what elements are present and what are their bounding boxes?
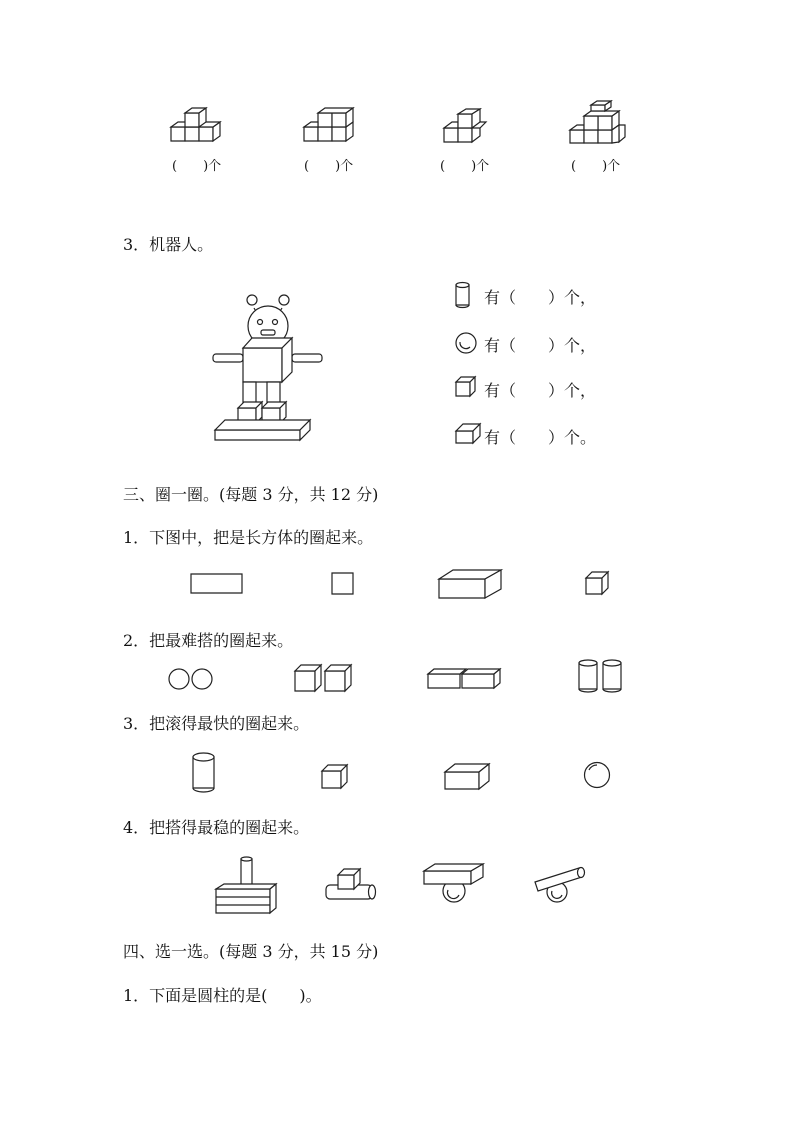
blank-1[interactable]: ( )个 — [172, 159, 222, 174]
blank-3[interactable]: ( )个 — [440, 159, 490, 174]
section3-heading: 三、圈一圈。(每题 3 分，共 12 分) — [123, 485, 379, 504]
s3-q1: 1．下图中，把是长方体的圈起来。 — [123, 528, 374, 547]
s3q4-option-b[interactable] — [323, 866, 379, 906]
s3q1-option-cuboid[interactable] — [437, 569, 505, 601]
s3-q2: 2．把最难搭的圈起来。 — [123, 631, 294, 650]
s3q1-option-rectangle[interactable] — [190, 572, 245, 596]
s3q2-option-cylinders[interactable] — [577, 659, 627, 693]
s3q4-option-d[interactable] — [531, 862, 591, 910]
s3-q4: 4．把搭得最稳的圈起来。 — [123, 818, 310, 837]
section4-heading: 四、选一选。(每题 3 分，共 15 分) — [123, 942, 379, 961]
s3q3-option-cylinder[interactable] — [191, 752, 217, 792]
s3q2-option-spheres[interactable] — [168, 667, 218, 691]
sphere-icon — [455, 332, 477, 354]
count-cylinder[interactable]: 有（ ）个， — [484, 288, 597, 307]
count-cube[interactable]: 有（ ）个， — [484, 381, 597, 400]
s3q1-option-square[interactable] — [331, 571, 356, 596]
cube-stack-4 — [567, 105, 629, 145]
count-sphere[interactable]: 有（ ）个， — [484, 336, 597, 355]
blank-2[interactable]: ( )个 — [304, 159, 354, 174]
s3q2-option-cubes[interactable] — [293, 663, 355, 693]
s3q3-option-cube[interactable] — [321, 764, 349, 790]
count-cuboid[interactable]: 有（ ）个。 — [484, 428, 597, 447]
q3-title: 3．机器人。 — [123, 235, 214, 254]
cuboid-icon — [455, 423, 481, 445]
cube-stack-1 — [168, 105, 228, 145]
s3q1-option-cube[interactable] — [585, 571, 611, 597]
s3q3-option-sphere[interactable] — [583, 761, 613, 791]
s3q4-option-c[interactable] — [421, 862, 487, 910]
robot-figure — [210, 290, 315, 445]
s4-q1: 1．下面是圆柱的是( )。 — [123, 986, 322, 1005]
cylinder-icon — [455, 282, 471, 308]
s3q2-option-cuboids[interactable] — [426, 666, 504, 692]
cube-icon — [455, 376, 477, 398]
cube-stack-2 — [301, 105, 361, 145]
s3q3-option-cuboid[interactable] — [443, 763, 493, 791]
cube-stack-3 — [440, 108, 490, 148]
s3q4-option-a[interactable] — [214, 855, 280, 917]
blank-4[interactable]: ( )个 — [571, 159, 621, 174]
s3-q3: 3．把滚得最快的圈起来。 — [123, 714, 310, 733]
